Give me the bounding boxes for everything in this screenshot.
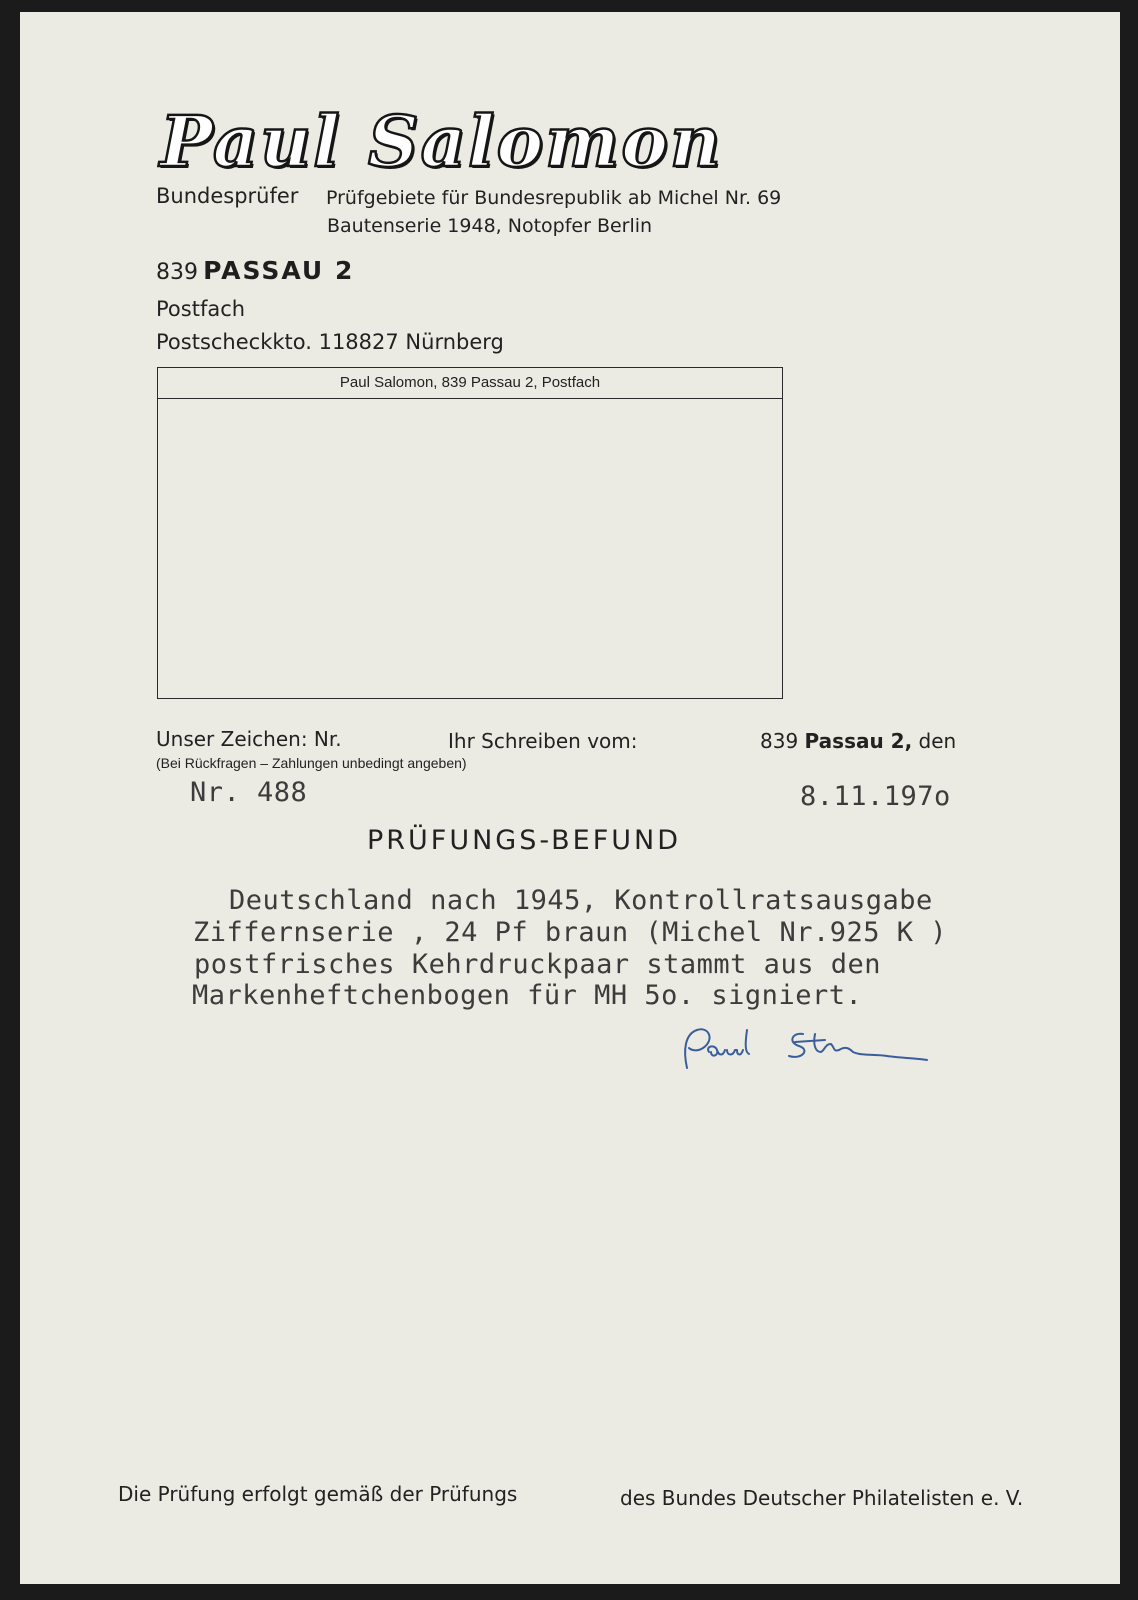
typed-line-2: Ziffernserie , 24 Pf braun (Michel Nr.925 K ) <box>193 917 947 948</box>
bank-account: Postscheckkto. 118827 Nürnberg <box>156 330 504 354</box>
letterhead-logo: Paul Salomon <box>160 100 723 183</box>
city: PASSAU 2 <box>203 256 355 285</box>
document-page <box>20 12 1120 1584</box>
postcode: 839 <box>156 260 198 285</box>
footer-left: Die Prüfung erfolgt gemäß der Prüfungs <box>118 1482 518 1506</box>
place-den: den <box>918 729 957 753</box>
examiner-title: Bundesprüfer <box>156 184 299 208</box>
address-window <box>157 367 783 699</box>
your-letter-label: Ihr Schreiben vom: <box>448 729 638 753</box>
postbox: Postfach <box>156 297 246 321</box>
our-sign-label: Unser Zeichen: Nr. <box>156 727 342 751</box>
place-date-label <box>760 729 956 753</box>
sender-return-line: Paul Salomon, 839 Passau 2, Postfach <box>339 374 601 391</box>
handwritten-signature <box>675 1020 935 1080</box>
subject-line-1: Prüfgebiete für Bundesrepublik ab Michel Nr. 69 <box>326 187 782 209</box>
typed-line-4: Markenheftchenbogen für MH 5o. signiert. <box>192 980 863 1011</box>
place-postcode: 839 <box>760 729 799 753</box>
document-heading: PRÜFUNGS-BEFUND <box>367 825 681 856</box>
typed-date: 8.11.197o <box>800 781 951 812</box>
city-line <box>156 256 354 285</box>
typed-line-3: postfrisches Kehrdruckpaar stammt aus den <box>194 949 881 980</box>
typed-number: Nr. 488 <box>190 777 308 808</box>
address-divider <box>158 398 782 399</box>
place-city: Passau 2, <box>804 729 913 753</box>
typed-line-1: Deutschland nach 1945, Kontrollratsausgabe <box>229 885 933 916</box>
reference-note: (Bei Rückfragen – Zahlungen unbedingt angeben) <box>156 755 467 771</box>
subject-line-2: Bautenserie 1948, Notopfer Berlin <box>327 215 653 237</box>
footer-right: des Bundes Deutscher Philatelisten e. V. <box>620 1486 1024 1510</box>
